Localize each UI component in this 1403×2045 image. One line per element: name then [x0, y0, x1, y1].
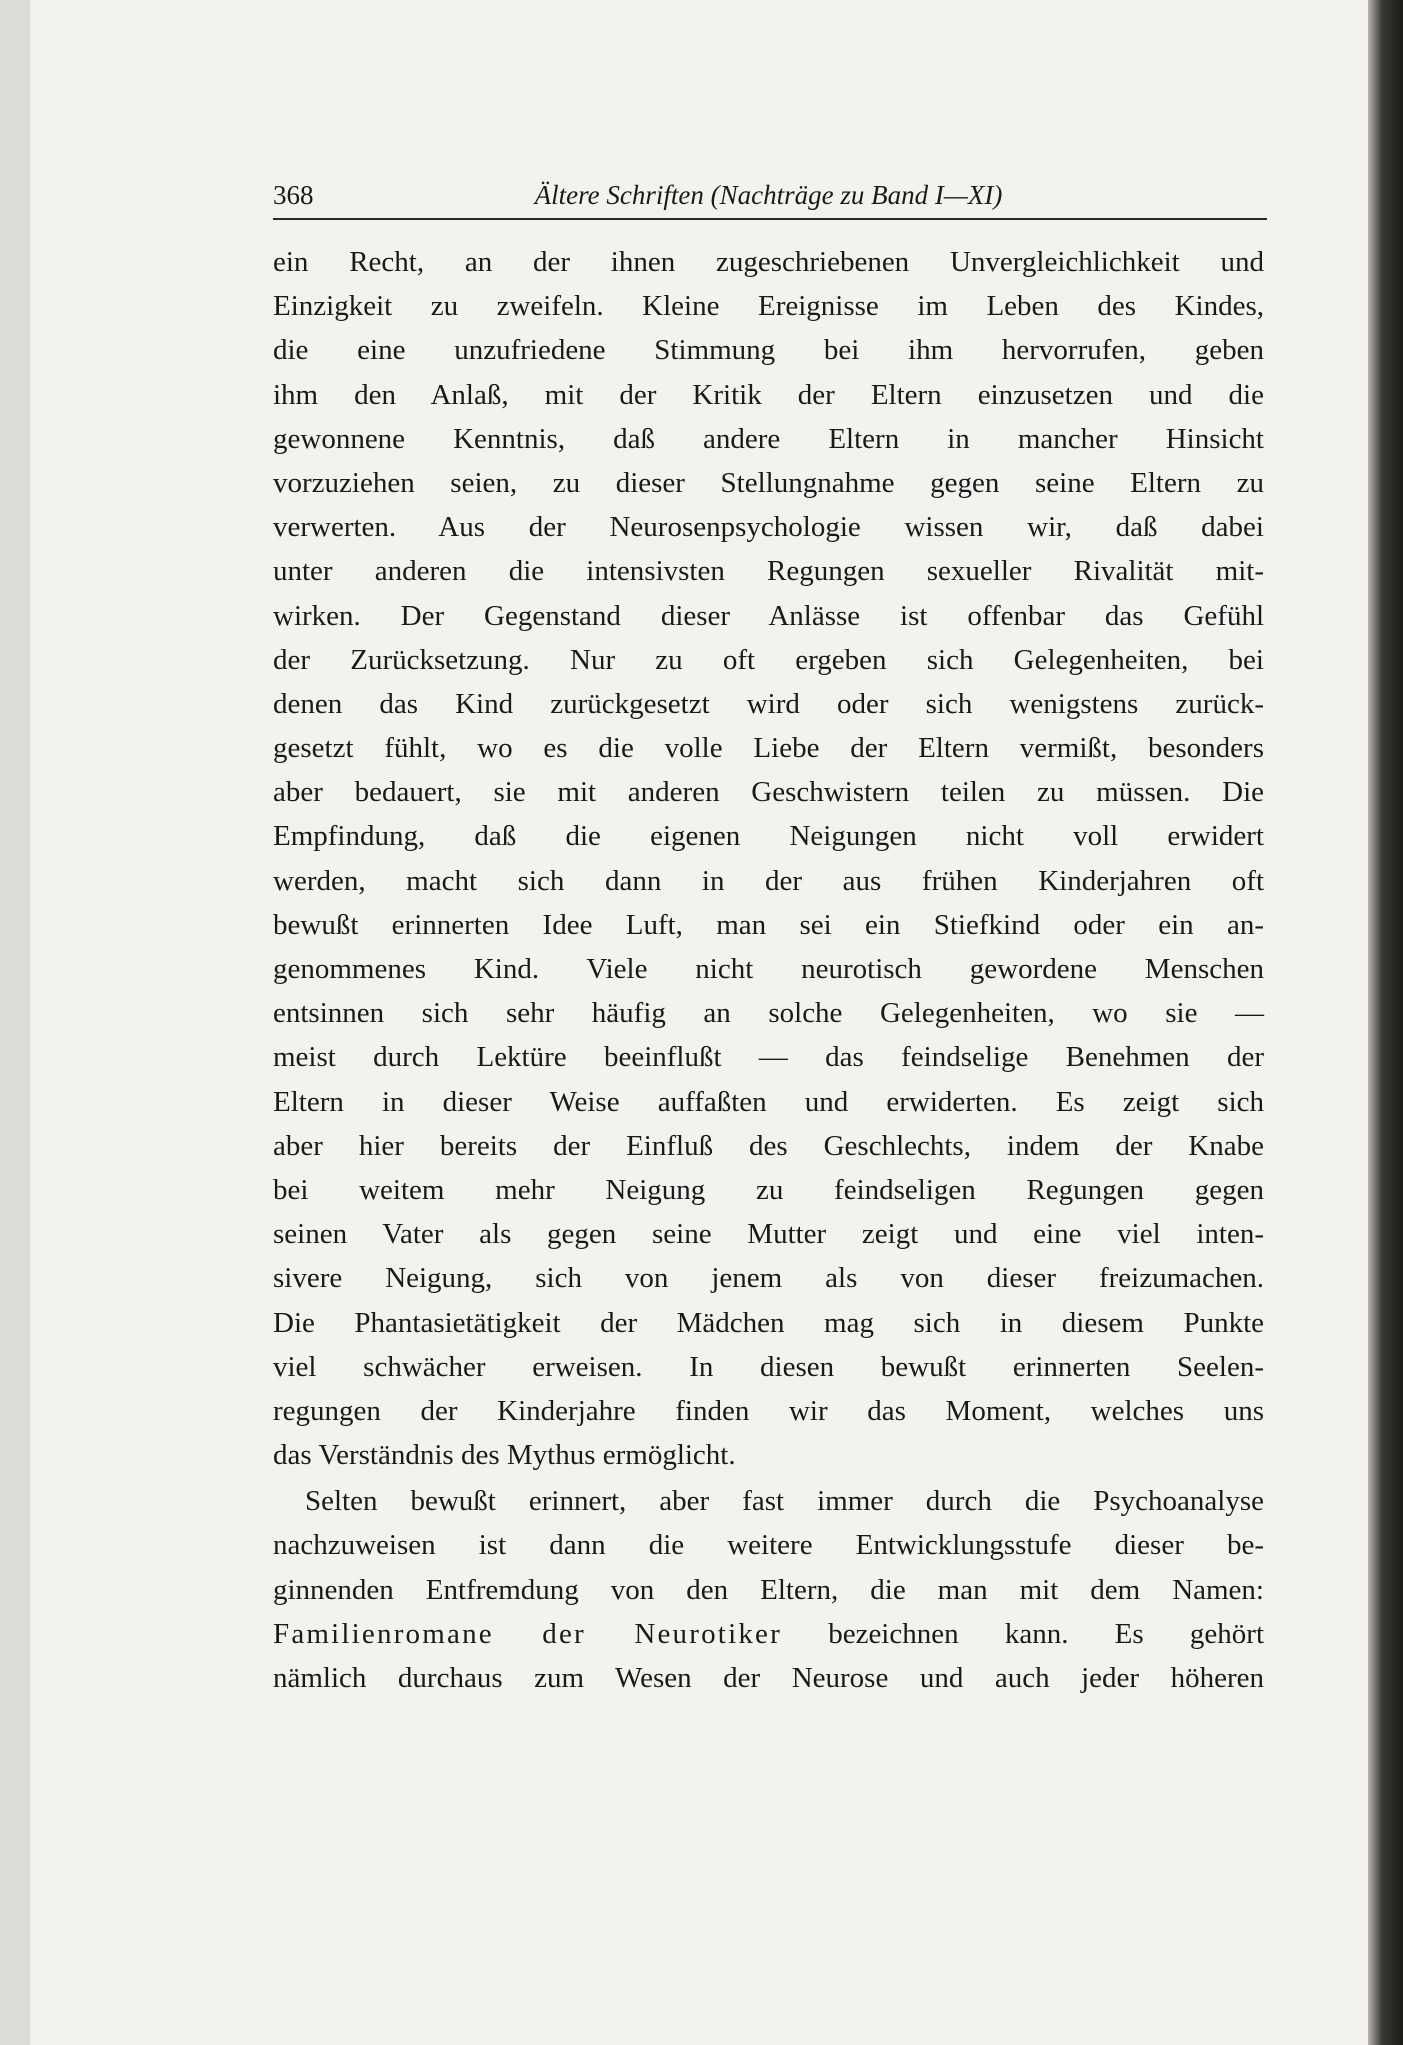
text-line: werden, macht sich dann in der aus frühen Kinderjahren oft — [273, 864, 1264, 897]
text-line: Eltern in dieser Weise auffaßten und erwiderten. Es zeigt sich — [273, 1085, 1264, 1118]
text-line — [273, 1612, 1264, 1656]
text-line: das Verständnis des Mythus ermöglicht. — [273, 1439, 736, 1472]
header-rule — [273, 218, 1267, 220]
text-line: nachzuweisen ist dann die weitere Entwicklungsstufe dieser be- — [273, 1529, 1264, 1562]
text-line: ginnenden Entfremdung von den Eltern, die man mit dem Namen: — [273, 1573, 1264, 1606]
text-line: regungen der Kinderjahre finden wir das Moment, welches uns — [273, 1394, 1264, 1427]
text-line: meist durch Lektüre beeinflußt — das feindselige Benehmen der — [273, 1041, 1264, 1074]
text-line: gesetzt fühlt, wo es die volle Liebe der Eltern vermißt, besonders — [273, 732, 1264, 765]
body-text — [273, 240, 1264, 1700]
text-line: der Zurücksetzung. Nur zu oft ergeben sich Gelegenheiten, bei — [273, 643, 1264, 676]
paragraph — [273, 240, 1264, 1477]
text-line: Selten bewußt erinnert, aber fast immer durch die Psychoanalyse — [305, 1485, 1264, 1518]
text-line: denen das Kind zurückgesetzt wird oder sich wenigstens zurück- — [273, 687, 1264, 720]
text-line: ein Recht, an der ihnen zugeschriebenen Unvergleichlichkeit und — [273, 246, 1264, 278]
paragraph — [273, 1479, 1264, 1700]
text-line: Einzigkeit zu zweifeln. Kleine Ereignisse im Leben des Kindes, — [273, 290, 1264, 323]
text-line: vorzuziehen seien, zu dieser Stellungnahme gegen seine Eltern zu — [273, 466, 1264, 499]
running-title: Ältere Schriften (Nachträge zu Band I—XI) — [534, 180, 1003, 210]
text-line: viel schwächer erweisen. In diesen bewußt erinnerten Seelen- — [273, 1350, 1264, 1383]
text-line: entsinnen sich sehr häufig an solche Gelegenheiten, wo sie — — [273, 997, 1264, 1030]
text-line: nämlich durchaus zum Wesen der Neurose und auch jeder höheren — [273, 1662, 1264, 1694]
text-line: bei weitem mehr Neigung zu feindseligen Regungen gegen — [273, 1173, 1264, 1206]
running-header — [273, 176, 1264, 216]
spaced-term: Familienromane der Neurotiker — [273, 1617, 782, 1650]
text-line-rest: bezeichnen kann. Es gehört — [781, 1617, 1264, 1650]
text-line: genommenes Kind. Viele nicht neurotisch gewordene Menschen — [273, 953, 1264, 985]
text-line: aber bedauert, sie mit anderen Geschwistern teilen zu müssen. Die — [273, 776, 1264, 809]
text-line: Empfindung, daß die eigenen Neigungen nicht voll erwidert — [273, 820, 1264, 853]
text-line: aber hier bereits der Einfluß des Geschlechts, indem der Knabe — [273, 1129, 1264, 1162]
text-line: sivere Neigung, sich von jenem als von dieser freizumachen. — [273, 1262, 1264, 1295]
text-line: bewußt erinnerten Idee Luft, man sei ein Stiefkind oder ein an- — [273, 908, 1264, 941]
text-line: verwerten. Aus der Neurosenpsychologie wissen wir, daß dabei — [273, 511, 1264, 544]
text-line: Die Phantasietätigkeit der Mädchen mag sich in diesem Punkte — [273, 1306, 1264, 1339]
page-number: 368 — [273, 180, 314, 210]
text-line: ihm den Anlaß, mit der Kritik der Eltern einzusetzen und die — [273, 378, 1264, 411]
text-line: unter anderen die intensivsten Regungen sexueller Rivalität mit- — [273, 555, 1264, 588]
scan-left-margin — [0, 0, 30, 2045]
text-line: die eine unzufriedene Stimmung bei ihm hervorrufen, geben — [273, 334, 1264, 367]
text-line: wirken. Der Gegenstand dieser Anlässe ist offenbar das Gefühl — [273, 599, 1264, 632]
text-line: seinen Vater als gegen seine Mutter zeigt und eine viel inten- — [273, 1218, 1264, 1251]
text-line: gewonnene Kenntnis, daß andere Eltern in mancher Hinsicht — [273, 422, 1264, 455]
book-edge-shadow — [1368, 0, 1403, 2045]
